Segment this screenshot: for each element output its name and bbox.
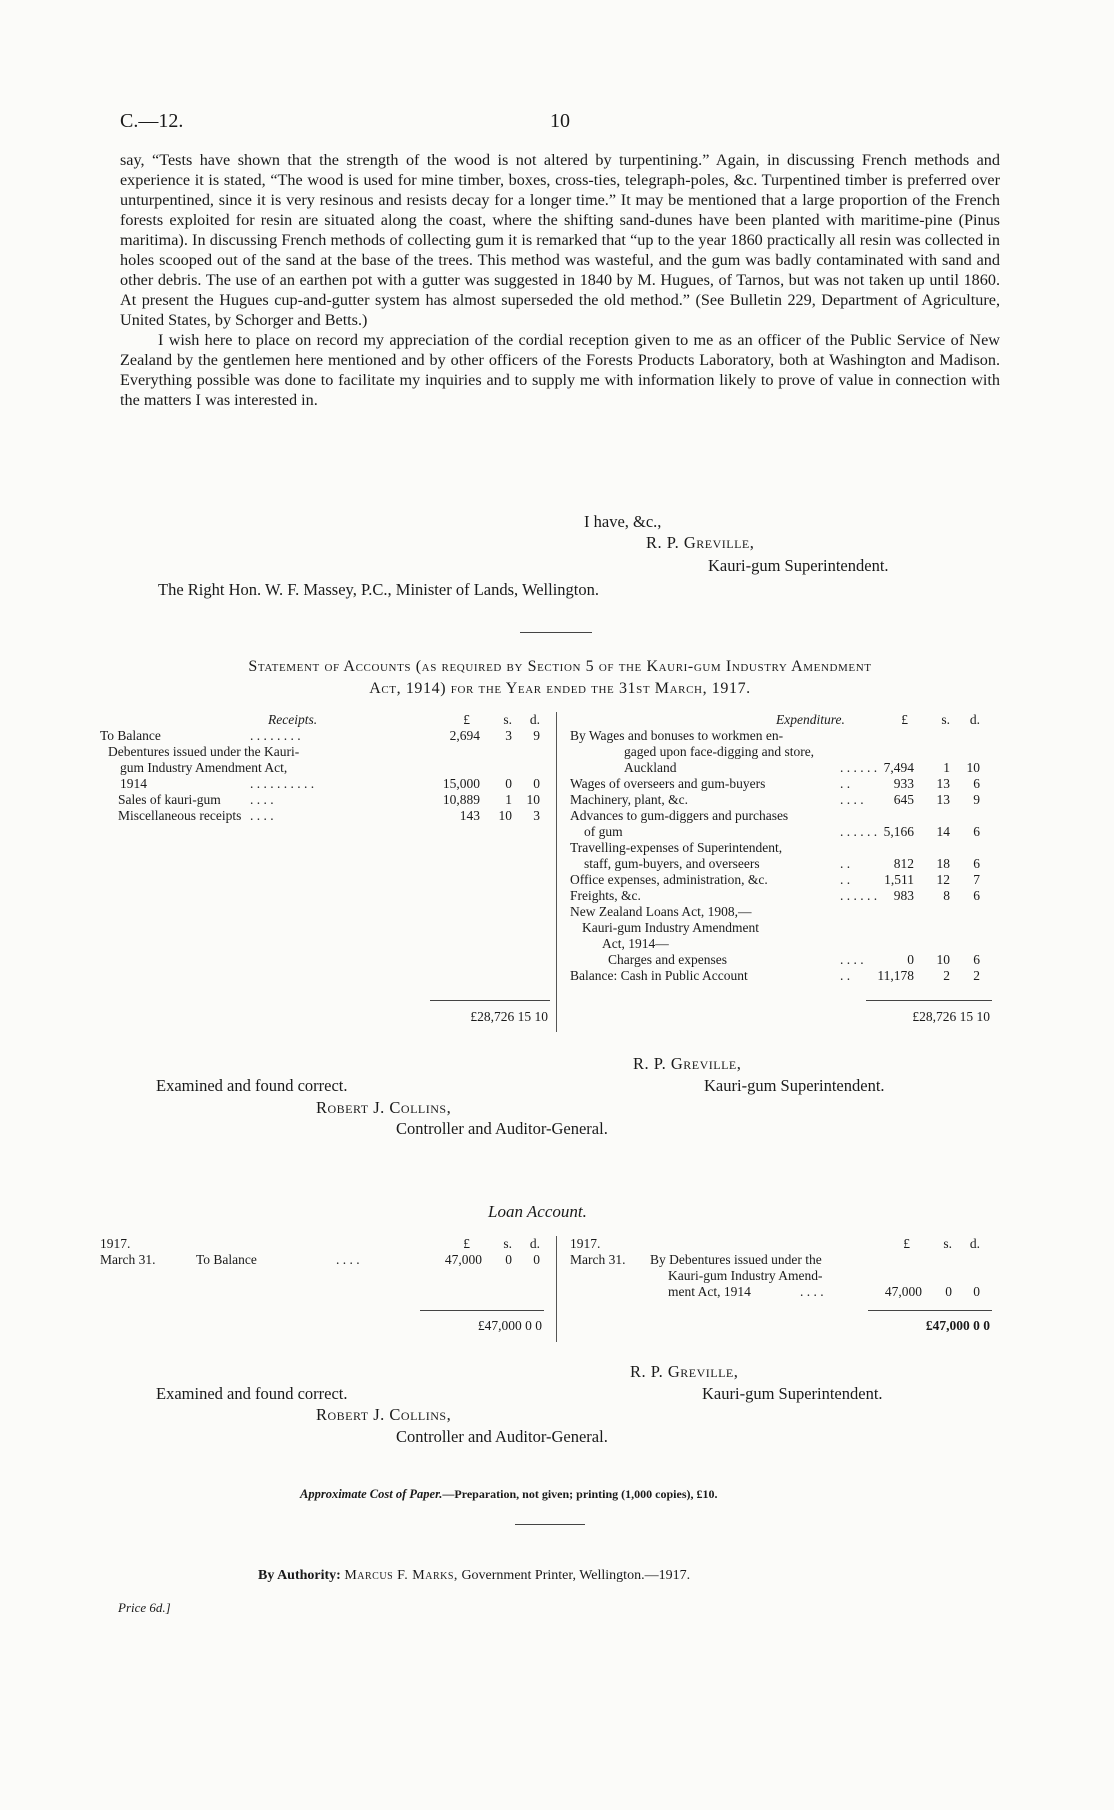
loan-right-date: March 31. xyxy=(570,1252,626,1267)
expenditure-label: Machinery, plant, &c. xyxy=(570,792,688,807)
receipt-pounds: 143 xyxy=(459,808,480,823)
statement-title-line: Statement of Accounts (as required by Section 5 of the Kauri-gum Industry Amendment xyxy=(248,658,872,675)
shilling-header: s. xyxy=(503,712,512,727)
expenditure-label: of gum xyxy=(584,824,623,839)
expenditure-label: Balance: Cash in Public Account xyxy=(570,968,748,983)
receipt-pence: 0 xyxy=(533,776,540,791)
receipt-pence: 9 xyxy=(533,728,540,743)
expenditure-pence: 10 xyxy=(966,760,980,775)
pound-header: £ xyxy=(901,712,908,727)
expenditure-shillings: 12 xyxy=(936,872,950,887)
loan-left-total: £47,000 0 0 xyxy=(477,1318,542,1333)
expenditure-label: New Zealand Loans Act, 1908,— xyxy=(570,904,752,919)
expenditure-pounds: 11,178 xyxy=(877,968,914,983)
receipt-shillings: 10 xyxy=(498,808,512,823)
expenditure-label: Advances to gum-diggers and purchases xyxy=(570,808,789,823)
loan-right-year: 1917. xyxy=(570,1236,601,1251)
loan-left-pence: 0 xyxy=(533,1252,540,1267)
receipt-label: Miscellaneous receipts xyxy=(118,808,242,823)
receipt-label: To Balance xyxy=(100,728,161,743)
expenditure-label: Travelling-expenses of Superintendent, xyxy=(570,840,783,855)
statement-table xyxy=(100,712,1010,1032)
expenditure-heading: Expenditure. xyxy=(776,712,845,727)
shilling-header: s. xyxy=(503,1236,512,1251)
expenditure-total: £28,726 15 10 xyxy=(912,1009,990,1024)
receipts-heading: Receipts. xyxy=(268,712,318,727)
expenditure-pence: 2 xyxy=(973,968,980,983)
loan-right-pounds: 47,000 xyxy=(884,1284,922,1299)
receipt-pounds: 15,000 xyxy=(442,776,480,791)
signatory-title: Kauri-gum Superintendent. xyxy=(704,1076,885,1095)
document-series: C.—12. xyxy=(120,110,184,132)
expenditure-shillings: 1 xyxy=(943,760,950,775)
expenditure-dots: . . xyxy=(840,968,851,983)
expenditure-pounds: 0 xyxy=(907,952,914,967)
receipt-label: gum Industry Amendment Act, xyxy=(120,760,288,775)
column-divider xyxy=(556,1236,557,1342)
expenditure-dots: . . . . xyxy=(840,792,864,807)
expenditure-shillings: 10 xyxy=(936,952,950,967)
signatory-name: R. P. Greville, xyxy=(646,533,755,552)
receipt-pence: 3 xyxy=(533,808,540,823)
auditor-title: Controller and Auditor-General. xyxy=(396,1119,608,1138)
printer-name: Marcus F. Marks, xyxy=(344,1568,458,1583)
expenditure-dots: . . xyxy=(840,856,851,871)
receipt-dots: . . . . . . . . xyxy=(250,728,301,743)
price: Price 6d.] xyxy=(118,1600,171,1615)
receipt-label: Debentures issued under the Kauri- xyxy=(108,744,300,759)
loan-right-line: ment Act, 1914 xyxy=(668,1284,751,1299)
statement-title xyxy=(120,656,1000,700)
receipts-total: £28,726 15 10 xyxy=(470,1009,548,1024)
paragraph: I wish here to place on record my appreciation of the cordial reception given to me as an officer of the Public Service of New Zealand by the gentlemen here mentioned and by other officers of the Forests Products Laboratory, both at Washington and Madison. Everything possible was done to facilitate my inquiries and to supply me with information likely to prove of value in connection with the matters I was interested in. xyxy=(120,331,1000,409)
expenditure-pence: 6 xyxy=(973,776,980,791)
expenditure-label: Wages of overseers and gum-buyers xyxy=(570,776,766,791)
cost-text: —Preparation, not given; printing (1,000 copies), £10. xyxy=(442,1487,718,1501)
expenditure-shillings: 13 xyxy=(936,792,950,807)
loan-left-label: To Balance xyxy=(196,1252,257,1267)
signatory-name: R. P. Greville, xyxy=(633,1054,742,1073)
section-divider xyxy=(520,632,592,633)
auditor-name: Robert J. Collins, xyxy=(316,1405,452,1424)
page-number: 10 xyxy=(550,110,570,132)
expenditure-label: staff, gum-buyers, and overseers xyxy=(584,856,760,871)
receipt-label: 1914 xyxy=(120,776,147,791)
signatory-title: Kauri-gum Superintendent. xyxy=(708,556,889,575)
loan-right-shillings: 0 xyxy=(945,1284,952,1299)
statement-title-line: Act, 1914) for the Year ended the 31st March, 1917. xyxy=(369,680,751,697)
printing-cost-note xyxy=(300,1487,717,1502)
expenditure-label: Auckland xyxy=(624,760,677,775)
receipt-shillings: 3 xyxy=(505,728,512,743)
expenditure-dots: . . xyxy=(840,872,851,887)
expenditure-dots: . . . . . . xyxy=(840,824,878,839)
expenditure-pence: 6 xyxy=(973,888,980,903)
loan-left-year: 1917. xyxy=(100,1236,131,1251)
loan-left-pounds: 47,000 xyxy=(444,1252,482,1267)
expenditure-pounds: 983 xyxy=(893,888,914,903)
loan-account-title: Loan Account. xyxy=(488,1202,587,1221)
loan-left-shillings: 0 xyxy=(505,1252,512,1267)
receipt-pence: 10 xyxy=(526,792,540,807)
receipt-dots: . . . . xyxy=(250,792,274,807)
loan-right-line: Kauri-gum Industry Amend- xyxy=(668,1268,823,1283)
receipt-pounds: 10,889 xyxy=(442,792,480,807)
receipt-dots: . . . . xyxy=(250,808,274,823)
receipt-dots: . . . . . . . . . . xyxy=(250,776,315,791)
pound-header: £ xyxy=(463,1236,470,1251)
cost-label: Approximate Cost of Paper. xyxy=(300,1487,443,1501)
expenditure-pence: 6 xyxy=(973,824,980,839)
expenditure-label: Office expenses, administration, &c. xyxy=(570,872,768,887)
addressee: The Right Hon. W. F. Massey, P.C., Minister of Lands, Wellington. xyxy=(158,580,600,599)
expenditure-pence: 7 xyxy=(973,872,980,887)
receipt-shillings: 1 xyxy=(505,792,512,807)
printer-text: Government Printer, Wellington.—1917. xyxy=(461,1568,691,1583)
examined-note: Examined and found correct. xyxy=(156,1384,348,1403)
expenditure-pounds: 812 xyxy=(893,856,914,871)
receipt-pounds: 2,694 xyxy=(449,728,480,743)
expenditure-dots: . . . . xyxy=(840,952,864,967)
loan-right-dots: . . . . xyxy=(800,1284,824,1299)
auditor-title: Controller and Auditor-General. xyxy=(396,1427,608,1446)
expenditure-pounds: 5,166 xyxy=(883,824,914,839)
expenditure-shillings: 2 xyxy=(943,968,950,983)
column-divider xyxy=(556,712,557,1032)
expenditure-label: Act, 1914— xyxy=(602,936,669,951)
loan-right-total-rule xyxy=(868,1310,992,1311)
pence-header: d. xyxy=(529,1236,540,1251)
expenditure-pounds: 645 xyxy=(893,792,914,807)
loan-right-line: By Debentures issued under the xyxy=(650,1252,822,1267)
loan-account-table xyxy=(100,1236,1010,1346)
loan-right-pence: 0 xyxy=(973,1284,980,1299)
loan-left-date: March 31. xyxy=(100,1252,156,1267)
expenditure-dots: . . xyxy=(840,776,851,791)
body-text xyxy=(120,150,1000,410)
letter-closing: I have, &c., xyxy=(584,512,662,531)
receipt-label: Sales of kauri-gum xyxy=(118,792,221,807)
pence-header: d. xyxy=(529,712,540,727)
footer-divider xyxy=(515,1524,585,1525)
examined-note: Examined and found correct. xyxy=(156,1076,348,1095)
loan-left-total-rule xyxy=(420,1310,544,1311)
authority-label: By Authority: xyxy=(258,1568,341,1583)
loan-right-total: £47,000 0 0 xyxy=(925,1318,990,1333)
expenditure-shillings: 13 xyxy=(936,776,950,791)
expenditure-pence: 6 xyxy=(973,952,980,967)
expenditure-label: Charges and expenses xyxy=(608,952,727,967)
expenditure-pounds: 1,511 xyxy=(884,872,914,887)
pence-header: d. xyxy=(969,712,980,727)
loan-left-dots: . . . . xyxy=(336,1252,360,1267)
pound-header: £ xyxy=(463,712,470,727)
expenditure-pence: 9 xyxy=(973,792,980,807)
expenditure-total-rule xyxy=(866,1000,992,1001)
receipts-total-rule xyxy=(430,1000,550,1001)
expenditure-label: gaged upon face-digging and store, xyxy=(624,744,815,759)
paragraph: say, “Tests have shown that the strength of the wood is not altered by turpentining.” Again, in discussing French methods and experience it is stated, “The wood is used for mine timber, boxes, cross-ties, telegraph-poles, &c. Turpentined timber is preferred over unturpentined, since it is very resinous and resists decay for a longer time.” It may be mentioned that a large proportion of the French forests exploited for resin are situated along the coast, where the shifting sand-dunes have been planted with maritime-pine (Pinus maritima). In discussing French methods of collecting gum it is remarked that “up to the year 1860 practically all resin was collected in holes scooped out of the sand at the base of the trees. This method was wasteful, and the gum was badly contaminated with sand and other debris. The use of an earthen pot with a gutter was suggested in 1840 by M. Hugues, of Tarnos, but was not taken up until 1860. At present the Hugues cup-and-gutter system has almost superseded the old method.” (See Bulletin 229, Department of Agriculture, United States, by Schorger and Betts.) xyxy=(120,151,1000,329)
shilling-header: s. xyxy=(943,1236,952,1251)
auditor-name: Robert J. Collins, xyxy=(316,1098,452,1117)
expenditure-pounds: 7,494 xyxy=(883,760,914,775)
pence-header: d. xyxy=(969,1236,980,1251)
expenditure-pounds: 933 xyxy=(893,776,914,791)
expenditure-shillings: 18 xyxy=(936,856,950,871)
expenditure-label: Freights, &c. xyxy=(570,888,641,903)
shilling-header: s. xyxy=(941,712,950,727)
expenditure-shillings: 14 xyxy=(936,824,950,839)
expenditure-label: By Wages and bonuses to workmen en- xyxy=(570,728,784,743)
signatory-name: R. P. Greville, xyxy=(630,1362,739,1381)
expenditure-pence: 6 xyxy=(973,856,980,871)
receipt-shillings: 0 xyxy=(505,776,512,791)
pound-header: £ xyxy=(903,1236,910,1251)
expenditure-dots: . . . . . . xyxy=(840,760,878,775)
expenditure-dots: . . . . . . xyxy=(840,888,878,903)
printer-imprint xyxy=(258,1568,690,1584)
signatory-title: Kauri-gum Superintendent. xyxy=(702,1384,883,1403)
expenditure-shillings: 8 xyxy=(943,888,950,903)
expenditure-label: Kauri-gum Industry Amendment xyxy=(582,920,759,935)
